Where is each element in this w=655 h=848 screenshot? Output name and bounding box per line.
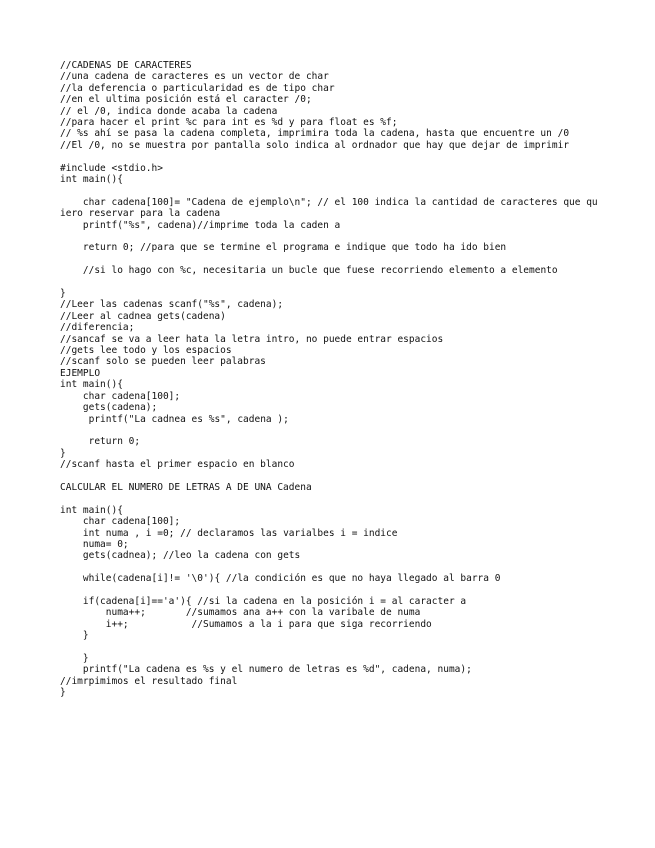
text-line: //para hacer el print %c para int es %d y para float es %f; — [60, 117, 398, 129]
text-line: numa++; //sumamos ana a++ con la varibale de numa — [60, 607, 421, 619]
text-line: } — [60, 630, 89, 642]
text-line — [60, 231, 600, 242]
text-line — [60, 642, 600, 653]
text-line — [60, 185, 600, 196]
text-line: i++; //Sumamos a la i para que siga recorriendo — [60, 618, 432, 630]
text-line: return 0; //para que se termine el programa e indique que todo ha ido bien — [60, 242, 507, 254]
text-line: //Leer las cadenas scanf("%s", cadena); — [60, 299, 284, 311]
text-line — [60, 493, 600, 504]
text-line: //diferencia; — [60, 322, 135, 334]
text-line — [60, 425, 600, 436]
text-line: //en el ultima posición está el caracter /0; — [60, 94, 312, 106]
text-line: // %s ahí se pasa la cadena completa, imprimira toda la cadena, hasta que encuentre un /0 — [60, 128, 570, 140]
text-line: int main(){ — [60, 379, 123, 391]
text-line: } — [60, 687, 66, 699]
text-line: int numa , i =0; // declaramos las varialbes i = indice — [60, 527, 398, 539]
text-line: #include <stdio.h> — [60, 162, 163, 174]
text-line — [60, 277, 600, 288]
text-line: //El /0, no se muestra por pantalla solo indica al ordnador que hay que dejar de imprimir — [60, 139, 570, 151]
text-line — [60, 562, 600, 573]
text-line — [60, 254, 600, 265]
text-line: printf("%s", cadena)//imprime toda la caden a — [60, 219, 341, 231]
text-line — [60, 151, 600, 162]
text-line: CALCULAR EL NUMERO DE LETRAS A DE UNA Cadena — [60, 481, 312, 493]
text-line: // el /0, indica donde acaba la cadena — [60, 105, 278, 117]
text-line: int main(){ — [60, 504, 123, 516]
text-line: char cadena[100]; — [60, 516, 181, 528]
text-line: int main(){ — [60, 174, 123, 186]
text-line: //una cadena de caracteres es un vector de char — [60, 71, 329, 83]
text-line: numa= 0; — [60, 538, 129, 550]
text-line: } — [60, 288, 66, 300]
text-line: while(cadena[i]!= '\0'){ //la condición es que no haya llegado al barra 0 — [60, 573, 501, 585]
text-line: if(cadena[i]=='a'){ //si la cadena en la posición i = al caracter a — [60, 595, 467, 607]
code-text-body — [60, 60, 600, 699]
text-line: //gets lee todo y los espacios — [60, 345, 232, 357]
text-line: char cadena[100]= "Cadena de ejemplo\n"; // el 100 indica la cantidad de caracteres que quiero reservar para la cadena — [60, 196, 598, 220]
text-line: gets(cadnea); //leo la cadena con gets — [60, 550, 301, 562]
text-line: return 0; — [60, 436, 141, 448]
text-line: //scanf solo se pueden leer palabras — [60, 356, 266, 368]
text-line: } — [60, 652, 89, 664]
text-line: EJEMPLO — [60, 367, 101, 379]
text-line: printf("La cadnea es %s", cadena ); — [60, 413, 289, 425]
text-line — [60, 585, 600, 596]
text-line: } — [60, 447, 66, 459]
text-line: printf("La cadena es %s y el numero de letras es %d", cadena, numa); — [60, 664, 472, 676]
text-line: //Leer al cadnea gets(cadena) — [60, 310, 226, 322]
text-line: //scanf hasta el primer espacio en blanco — [60, 459, 295, 471]
text-line: //si lo hago con %c, necesitaria un bucle que fuese recorriendo elemento a elemento — [60, 265, 558, 277]
text-line: gets(cadena); — [60, 402, 158, 414]
text-line: //la deferencia o particularidad es de tipo char — [60, 82, 335, 94]
text-line: //imrpimimos el resultado final — [60, 675, 238, 687]
text-line: //CADENAS DE CARACTERES — [60, 60, 192, 71]
text-line: //sancaf se va a leer hata la letra intro, no puede entrar espacios — [60, 333, 444, 345]
text-line — [60, 471, 600, 482]
text-line: char cadena[100]; — [60, 390, 181, 402]
